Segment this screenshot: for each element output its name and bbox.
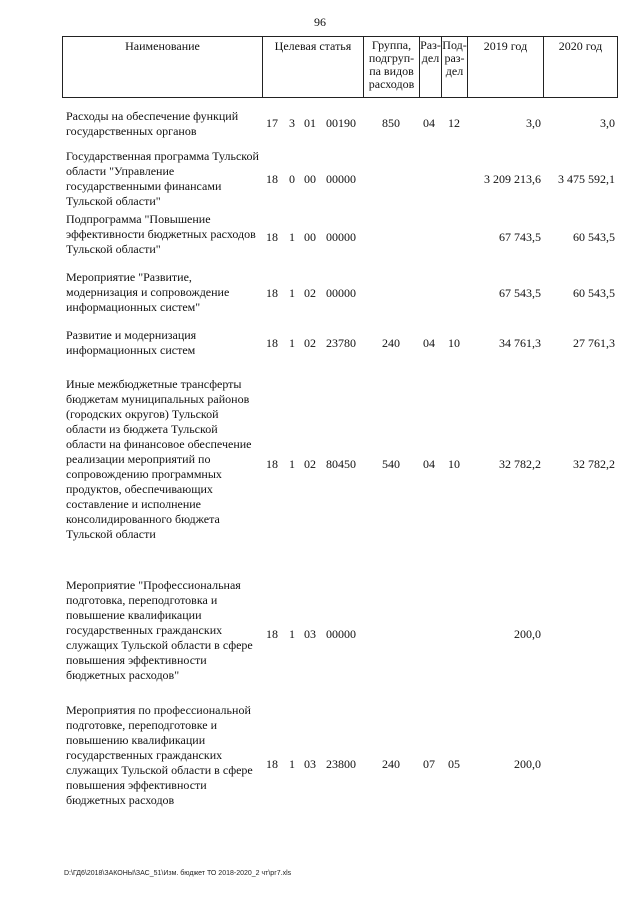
target-code-part: 18: [266, 336, 278, 350]
amount-2019: 3,0: [526, 116, 541, 130]
section-code: 07: [423, 757, 435, 771]
subsection-code: 12: [448, 116, 460, 130]
target-code-part: 02: [304, 286, 316, 300]
target-code-part: 00: [304, 230, 316, 244]
group-code: 240: [382, 336, 400, 350]
header-subsection-line: дел: [445, 64, 464, 78]
amount-2019: 200,0: [514, 627, 541, 641]
row-name: Подпрограмма "Повышение эффективности бюджетных расходов Тульской области": [66, 212, 256, 256]
amount-2019: 3 209 213,6: [484, 172, 541, 186]
file-path-footer: D:\ГД6\2018\ЗАКОНЫ\ЗАС_51\Изм. бюджет ТО 2018-2020_2 чт\рг7.xls: [64, 870, 292, 877]
section-code: 04: [423, 116, 435, 130]
group-code: 540: [382, 457, 400, 471]
target-code-part: 18: [266, 457, 278, 471]
target-code-part: 03: [304, 757, 316, 771]
section-code: 04: [423, 336, 435, 350]
header-name-cell: [62, 36, 263, 98]
target-code-part: 1: [289, 286, 295, 300]
amount-2020: 60 543,5: [573, 286, 615, 300]
header-subsection-line: Под-: [442, 38, 467, 52]
header-section-line: Раз-: [420, 38, 441, 52]
header-subsection-line: раз-: [444, 51, 465, 65]
amount-2020: 60 543,5: [573, 230, 615, 244]
header-group-line: па видов: [369, 64, 414, 78]
amount-2019: 67 743,5: [499, 230, 541, 244]
target-code-part: 23800: [326, 757, 356, 771]
target-code-part: 00000: [326, 286, 356, 300]
target-code-part: 1: [289, 627, 295, 641]
amount-2019: 200,0: [514, 757, 541, 771]
target-code-part: 18: [266, 230, 278, 244]
row-name: Иные межбюджетные трансферты бюджетам муниципальных районов (городских округов) Тульской области из бюджета Тульской области на финансовое обеспечение реализации мероприятий по сопровождению программных продуктов, обеспечивающих составление и исполнение консолидированного бюджета Тульской области: [66, 377, 252, 541]
amount-2019: 67 543,5: [499, 286, 541, 300]
row-name: Расходы на обеспечение функций государственных органов: [66, 109, 239, 138]
target-code-part: 18: [266, 172, 278, 186]
header-group-line: Группа,: [371, 38, 412, 52]
header-section-line: дел: [421, 51, 440, 65]
row-name: Мероприятие "Развитие, модернизация и сопровождение информационных систем": [66, 270, 230, 314]
target-code-part: 03: [304, 627, 316, 641]
amount-2019: 32 782,2: [499, 457, 541, 471]
amount-2019: 34 761,3: [499, 336, 541, 350]
target-code-part: 80450: [326, 457, 356, 471]
header-target-cell: [262, 36, 364, 98]
group-code: 850: [382, 116, 400, 130]
page-number: 96: [314, 15, 326, 29]
row-name: Государственная программа Тульской области "Управление государственными финансами Тульской области": [66, 149, 259, 208]
header-section-cell: [419, 36, 442, 98]
target-code-part: 1: [289, 757, 295, 771]
target-code-part: 00190: [326, 116, 356, 130]
target-code-part: 02: [304, 336, 316, 350]
target-code-part: 0: [289, 172, 295, 186]
amount-2020: 3,0: [600, 116, 615, 130]
target-code-part: 01: [304, 116, 316, 130]
group-code: 240: [382, 757, 400, 771]
row-name: Мероприятие "Профессиональная подготовка, переподготовка и повышение квалификации государственных гражданских служащих Тульской области в сфере повышения эффективности бюджетных расходов": [66, 578, 253, 682]
subsection-code: 10: [448, 336, 460, 350]
target-code-part: 17: [266, 116, 278, 130]
target-code-part: 18: [266, 627, 278, 641]
target-code-part: 23780: [326, 336, 356, 350]
header-target: Целевая статья: [274, 39, 352, 53]
header-2020: 2020 год: [558, 39, 603, 53]
header-group-cell: [363, 36, 420, 98]
header-name: Наименование: [125, 39, 200, 53]
amount-2020: 27 761,3: [573, 336, 615, 350]
subsection-code: 05: [448, 757, 460, 771]
target-code-part: 00000: [326, 230, 356, 244]
target-code-part: 18: [266, 757, 278, 771]
row-name: Развитие и модернизация информационных систем: [66, 328, 197, 357]
target-code-part: 00: [304, 172, 316, 186]
target-code-part: 00000: [326, 627, 356, 641]
target-code-part: 3: [289, 116, 295, 130]
target-code-part: 00000: [326, 172, 356, 186]
section-code: 04: [423, 457, 435, 471]
header-group-line: подгруп-: [368, 51, 415, 65]
header-2019-cell: [467, 36, 544, 98]
header-2020-cell: [543, 36, 618, 98]
target-code-part: 18: [266, 286, 278, 300]
header-2019: 2019 год: [483, 39, 528, 53]
row-name: Мероприятия по профессиональной подготовке, переподготовке и повышению квалификации государственных гражданских служащих Тульской области в сфере повышения эффективности бюджетных расходов: [66, 703, 253, 807]
target-code-part: 1: [289, 230, 295, 244]
header-subsection-cell: [441, 36, 468, 98]
target-code-part: 1: [289, 336, 295, 350]
amount-2020: 32 782,2: [573, 457, 615, 471]
target-code-part: 1: [289, 457, 295, 471]
header-group-line: расходов: [368, 77, 415, 91]
target-code-part: 02: [304, 457, 316, 471]
amount-2020: 3 475 592,1: [558, 172, 615, 186]
subsection-code: 10: [448, 457, 460, 471]
